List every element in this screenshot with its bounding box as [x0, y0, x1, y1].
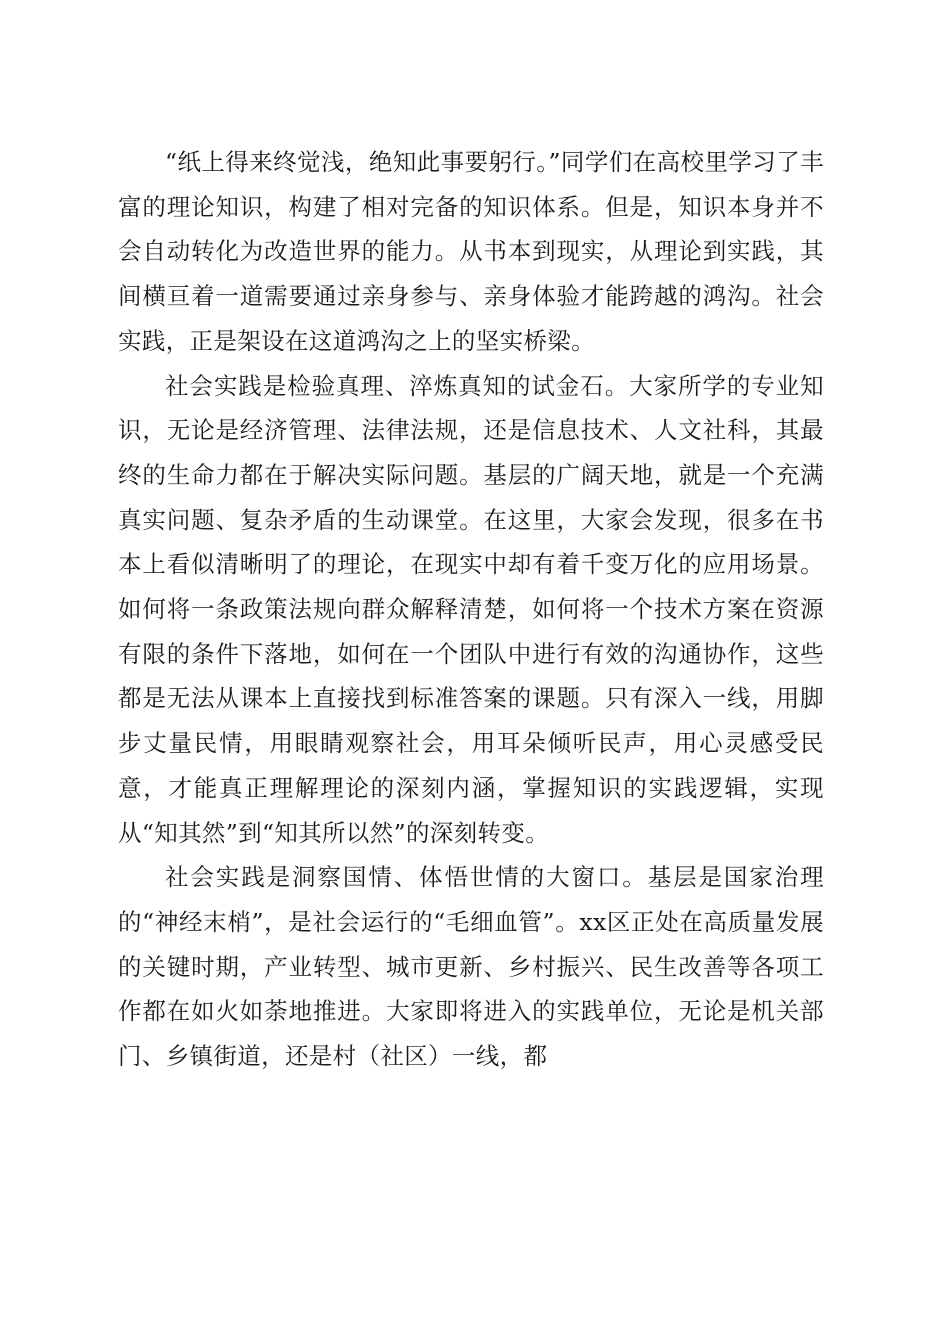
- paragraph-3: 社会实践是洞察国情、体悟世情的大窗口。基层是国家治理的“神经末梢”，是社会运行的“毛细血管”。xx区正处在高质量发展的关键时期，产业转型、城市更新、乡村振兴、民生改善等各项工作都在如火如荼地推进。大家即将进入的实践单位，无论是机关部门、乡镇街道，还是村（社区）一线，都: [118, 863, 824, 1071]
- document-body: [118, 140, 824, 1079]
- paragraph-2: 社会实践是检验真理、淬炼真知的试金石。大家所学的专业知识，无论是经济管理、法律法规，还是信息技术、人文社科，其最终的生命力都在于解决实际问题。基层的广阔天地，就是一个充满真实问题、复杂矛盾的生动课堂。在这里，大家会发现，很多在书本上看似清晰明了的理论，在现实中却有着千变万化的应用场景。如何将一条政策法规向群众解释清楚，如何将一个技术方案在资源有限的条件下落地，如何在一个团队中进行有效的沟通协作，这些都是无法从课本上直接找到标准答案的课题。只有深入一线，用脚步丈量民情，用眼睛观察社会，用耳朵倾听民声，用心灵感受民意，才能真正理解理论的深刻内涵，掌握知识的实践逻辑，实现从“知其然”到“知其所以然”的深刻转变。: [118, 371, 824, 847]
- paragraph-1: “纸上得来终觉浅，绝知此事要躬行。”同学们在高校里学习了丰富的理论知识，构建了相对完备的知识体系。但是，知识本身并不会自动转化为改造世界的能力。从书本到现实，从理论到实践，其间横亘着一道需要通过亲身参与、亲身体验才能跨越的鸿沟。社会实践，正是架设在这道鸿沟之上的坚实桥梁。: [118, 148, 824, 355]
